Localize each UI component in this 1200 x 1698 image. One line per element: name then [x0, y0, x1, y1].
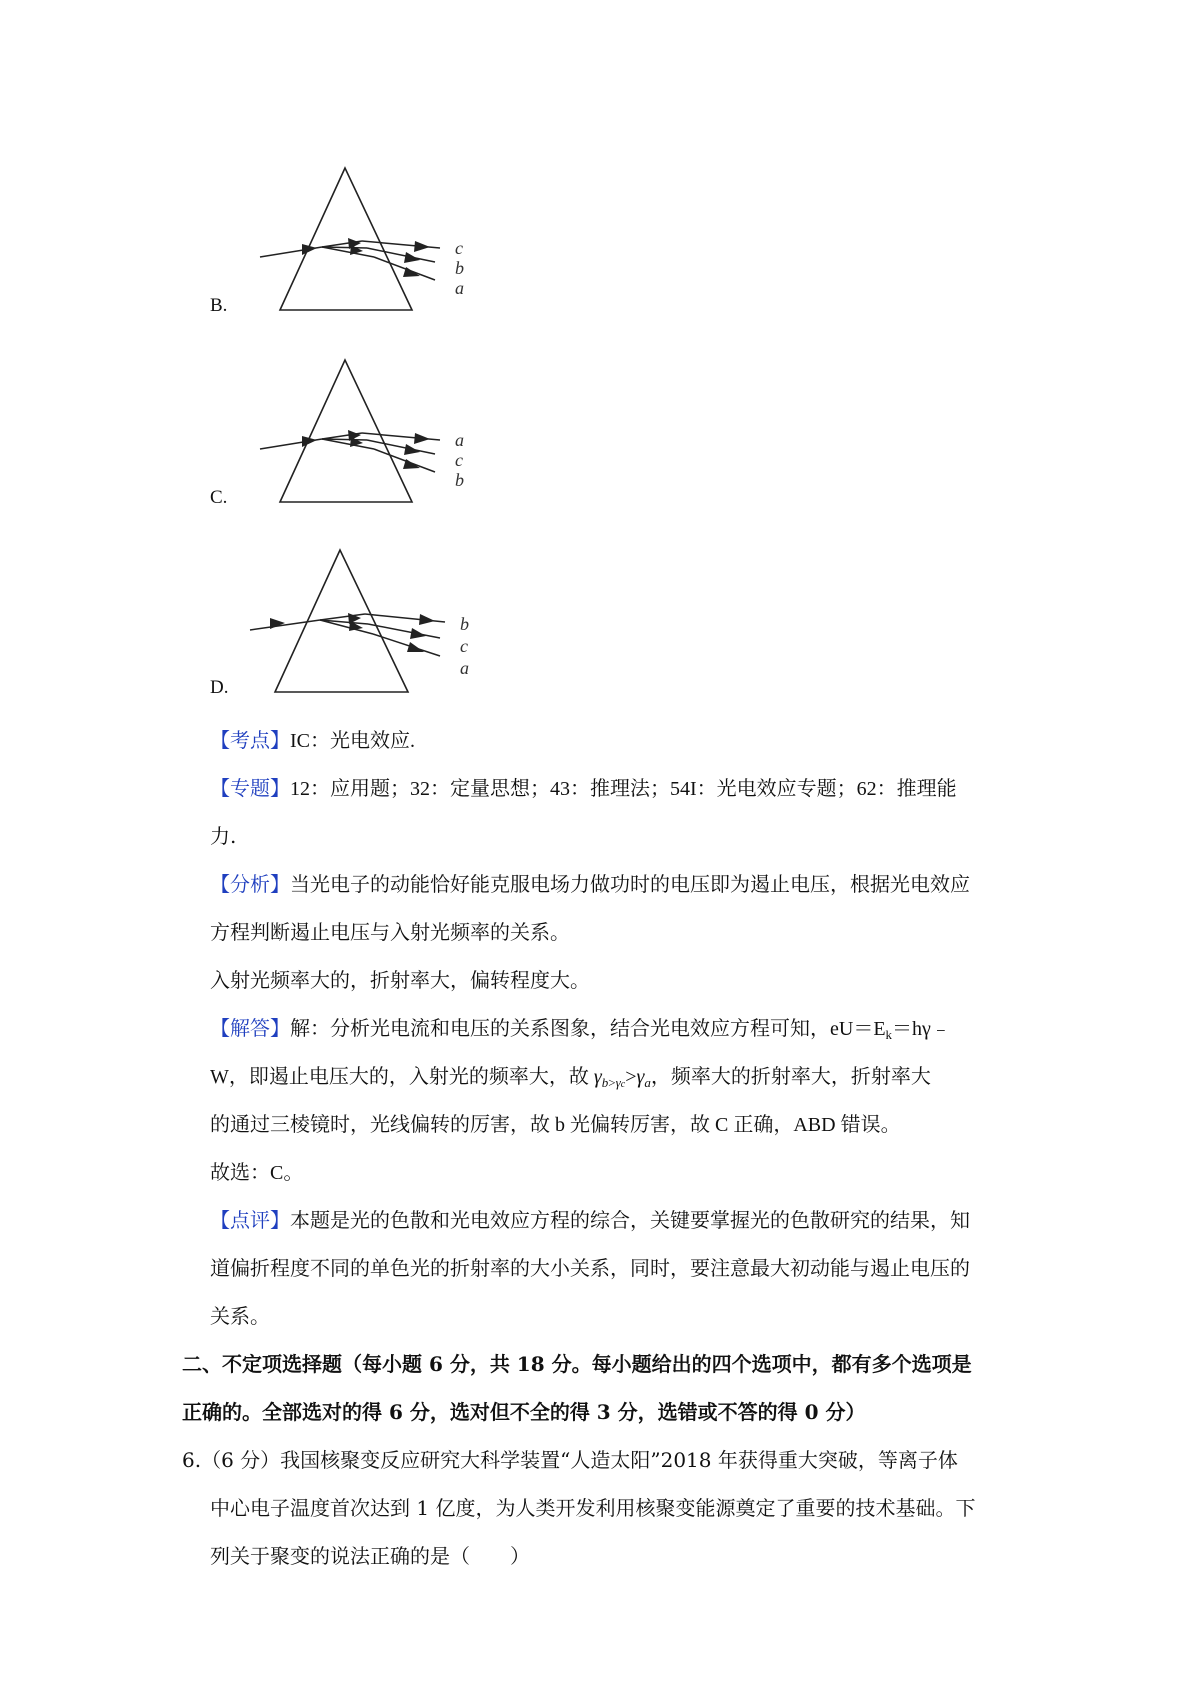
option-b-label: B. — [210, 295, 228, 316]
arrow-icon — [414, 433, 430, 444]
zhuanti-tag: 【专题】 — [210, 776, 290, 800]
jieda-text-2a: W，即遏止电压大的，入射光的频率大，故 — [210, 1066, 594, 1088]
gt-2: > — [625, 1066, 637, 1088]
gt-1: > — [608, 1075, 616, 1090]
gamma-a-sub: a — [644, 1075, 651, 1090]
gamma-c: γ — [615, 1075, 621, 1090]
jieda-line-2 — [210, 1062, 1030, 1099]
zhuanti-line-1 — [210, 774, 1030, 803]
question-6-line-2: 中心电子温度首次达到 1 亿度，为人类开发利用核聚变能源奠定了重要的技术基础。下 — [210, 1496, 976, 1520]
jieda-sub-k: k — [885, 1027, 893, 1042]
arrow-icon — [407, 642, 424, 652]
option-c-label: C. — [210, 487, 228, 508]
fenxi-tag: 【分析】 — [210, 872, 290, 896]
gamma-a: γ — [636, 1066, 645, 1088]
fenxi-line-1 — [210, 870, 1030, 898]
jieda-tag: 【解答】 — [210, 1016, 290, 1040]
arrow-icon — [404, 444, 420, 455]
kaodian-line — [210, 726, 1030, 755]
jieda-text-1b: ＝hγ﹣ — [892, 1018, 951, 1040]
ray-label-1: b — [460, 614, 469, 634]
prism-diagram-d — [240, 542, 540, 702]
ray-label-1: a — [455, 430, 464, 450]
arrow-icon — [410, 628, 426, 639]
jieda-line-3 — [210, 1110, 1030, 1139]
jieda-text-3: 的通过三棱镜时，光线偏转的厉害，故 b 光偏转厉害，故 C 正确，ABD 错误。 — [210, 1114, 901, 1136]
ray-label-3: b — [455, 470, 464, 490]
fenxi-text-2: 方程判断遏止电压与入射光频率的关系。 — [210, 920, 570, 944]
fenxi-line-2 — [210, 918, 1030, 946]
ray-label-2: c — [460, 636, 468, 656]
exit-ray-c — [367, 440, 435, 454]
zhuanti-line-2 — [210, 822, 1030, 850]
prism-diagram-c — [250, 352, 550, 512]
jieda-text-4: 故选：C。 — [210, 1162, 304, 1184]
fenxi-text-1: 当光电子的动能恰好能克服电场力做功时的电压即为遏止电压，根据光电效应 — [290, 872, 970, 896]
ray-label-2: b — [455, 258, 464, 278]
incident-ray — [250, 620, 320, 630]
prism — [280, 168, 412, 310]
dianping-text-3: 关系。 — [210, 1304, 270, 1328]
gamma-b: γ — [593, 1066, 602, 1088]
prism — [280, 360, 412, 502]
arrow-icon — [404, 252, 420, 263]
exit-ray-a — [373, 634, 440, 656]
ray-label-3: a — [455, 278, 464, 298]
option-b-figure — [210, 160, 530, 320]
prism-diagram-b — [250, 160, 550, 320]
arrow-icon — [414, 241, 430, 252]
ray-label-2: c — [455, 450, 463, 470]
option-d-label: D. — [210, 677, 229, 698]
zhuanti-text-2: 力. — [210, 824, 237, 848]
exit-ray-b — [367, 248, 435, 262]
dianping-tag: 【点评】 — [210, 1208, 290, 1232]
dianping-line-2 — [210, 1254, 1030, 1282]
option-d-figure — [210, 542, 530, 702]
arrow-icon — [419, 614, 435, 625]
fenxi-line-3 — [210, 966, 1030, 994]
section-2-heading-1: 二、不定项选择题（每小题 6 分，共 18 分。每小题给出的四个选项中，都有多个选项是 — [182, 1352, 972, 1376]
kaodian-tag: 【考点】 — [210, 728, 290, 752]
question-6-line-3: 列关于聚变的说法正确的是（ ） — [210, 1544, 530, 1568]
arrow-icon — [270, 618, 285, 629]
zhuanti-text-1: 12：应用题；32：定量思想；43：推理法；54I：光电效应专题；62：推理能 — [290, 778, 957, 800]
section-2-heading-2: 正确的。全部选对的得 6 分，选对但不全的得 3 分，选错或不答的得 0 分） — [182, 1400, 866, 1424]
jieda-text-1a: 解：分析光电流和电压的关系图象，结合光电效应方程可知，eU＝E — [290, 1018, 886, 1040]
dianping-line-1 — [210, 1206, 1030, 1234]
dianping-line-3 — [210, 1302, 1030, 1330]
fenxi-text-3: 入射光频率大的，折射率大，偏转程度大。 — [210, 968, 590, 992]
prism — [275, 550, 408, 692]
dianping-text-1: 本题是光的色散和光电效应方程的综合，关键要掌握光的色散研究的结果，知 — [290, 1208, 970, 1232]
dianping-text-2: 道偏折程度不同的单色光的折射率的大小关系，同时，要注意最大初动能与遏止电压的 — [210, 1256, 970, 1280]
jieda-text-2b: ，频率大的折射率大，折射率大 — [650, 1064, 931, 1088]
ray-label-1: c — [455, 238, 463, 258]
jieda-line-1 — [210, 1014, 1030, 1049]
jieda-line-4 — [210, 1158, 1030, 1187]
gamma-c-sub: c — [620, 1079, 626, 1090]
kaodian-text: IC：光电效应. — [290, 730, 415, 752]
option-c-figure — [210, 352, 530, 512]
question-6-line-1: 6.（6 分）我国核聚变反应研究大科学装置“人造太阳”2018 年获得重大突破，等离子体 — [182, 1448, 958, 1472]
gamma-b-sub: b — [601, 1075, 609, 1090]
ray-label-3: a — [460, 658, 469, 678]
